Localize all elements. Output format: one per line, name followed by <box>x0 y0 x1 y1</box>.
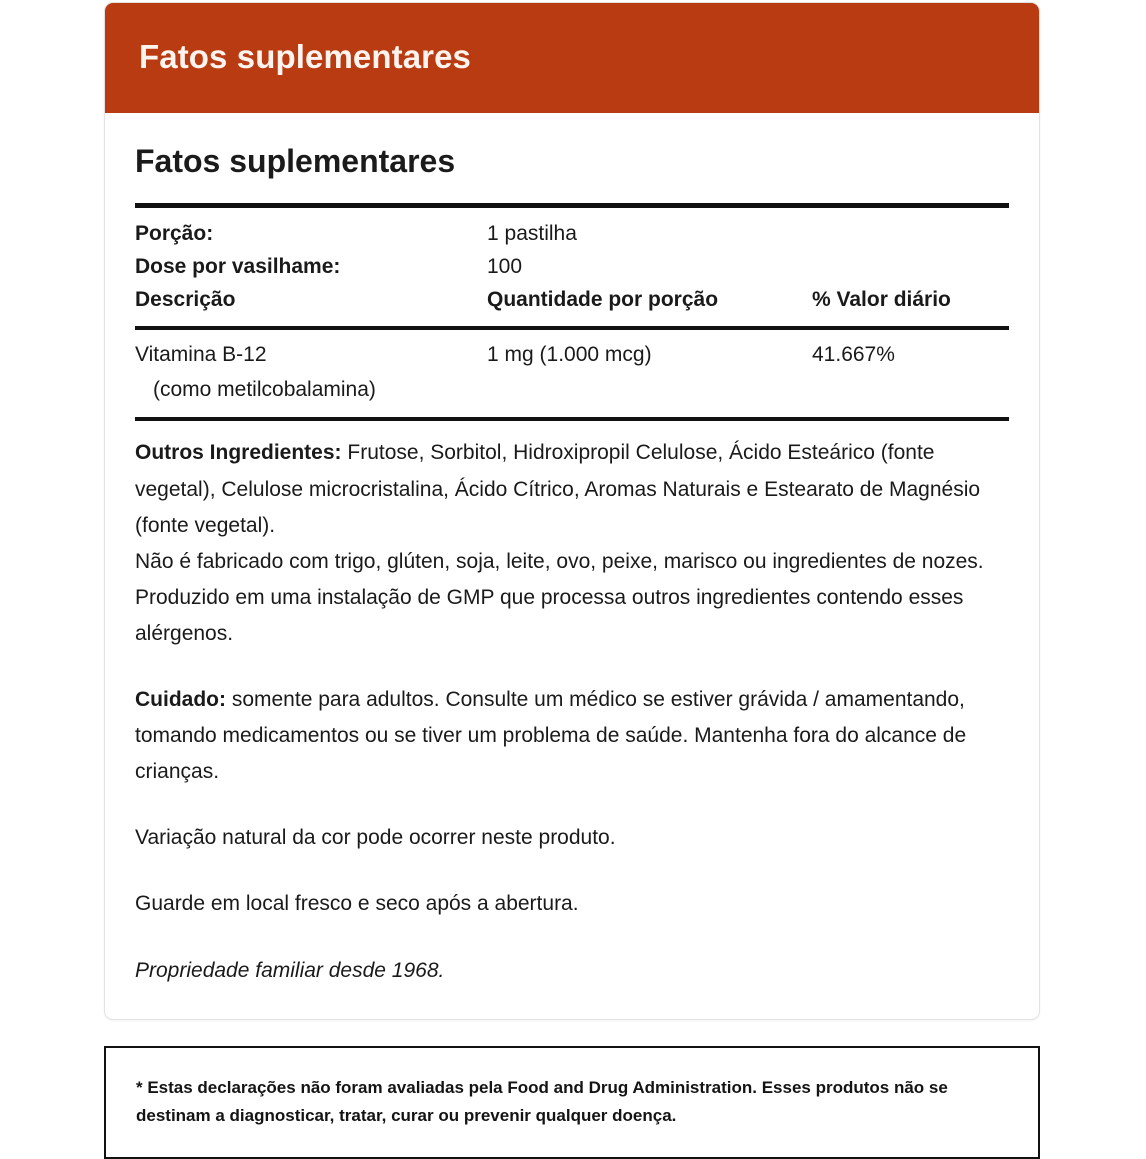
fda-disclaimer-text: * Estas declarações não foram avaliadas pela Food and Drug Administration. Esses produtos não se destinam a diagnosticar, tratar, curar ou prevenir qualquer doença. <box>136 1078 948 1125</box>
nutrient-source-form: (como metilcobalamina) <box>153 378 376 402</box>
caution-paragraph <box>135 682 1009 790</box>
servings-per-container-row <box>135 250 1009 283</box>
card-body <box>105 113 1039 1018</box>
family-owned-note <box>135 953 1009 989</box>
allergen-statement: Não é fabricado com trigo, glúten, soja, leite, ovo, peixe, marisco ou ingredientes de nozes. Produzido em uma instalação de GMP que processa outros ingredientes contendo esses alérgenos. <box>135 549 984 645</box>
table-bottom-rule <box>135 417 1009 421</box>
table-column-headers-row <box>135 283 1009 316</box>
family-owned-text: Propriedade familiar desde 1968. <box>135 958 445 982</box>
header-title: Fatos suplementares <box>139 38 472 75</box>
fda-disclaimer-box <box>104 1046 1040 1159</box>
nutrient-rows <box>135 330 1009 417</box>
column-header-description: Descrição <box>135 288 236 312</box>
caution-label: Cuidado: <box>135 688 226 712</box>
nutrient-daily-value: 41.667% <box>812 343 895 367</box>
storage-note: Guarde em local fresco e seco após a abertura. <box>135 892 579 916</box>
supplement-facts-card <box>104 2 1040 1020</box>
serving-size-label: Porção: <box>135 222 214 246</box>
nutrient-amount: 1 mg (1.000 mcg) <box>487 343 652 367</box>
column-header-amount-per-serving: Quantidade por porção <box>487 288 719 312</box>
other-ingredients-label: Outros Ingredientes: <box>135 441 342 465</box>
caution-text: somente para adultos. Consulte um médico se estiver grávida / amamentando, tomando medicamentos ou se tiver um problema de saúde. Mantenha fora do alcance de crianças. <box>135 688 967 784</box>
other-ingredients-paragraph <box>135 435 1009 543</box>
serving-size-row <box>135 217 1009 250</box>
serving-size-value: 1 pastilha <box>487 222 577 246</box>
other-ingredients-text: Frutose, Sorbitol, Hidroxipropil Celulose, Ácido Esteárico (fonte vegetal), Celulose microcristalina, Ácido Cítrico, Aromas Naturais e Estearato de Magnésio (fonte vegetal). <box>135 441 981 537</box>
servings-per-container-label: Dose por vasilhame: <box>135 255 341 279</box>
color-variation-note: Variação natural da cor pode ocorrer neste produto. <box>135 826 616 850</box>
column-header-daily-value: % Valor diário <box>812 288 951 312</box>
servings-per-container-value: 100 <box>487 255 523 279</box>
panel-title: Fatos suplementares <box>135 143 456 180</box>
card-header-banner <box>105 3 1039 113</box>
table-row <box>135 344 1009 366</box>
nutrient-name: Vitamina B-12 <box>135 343 267 367</box>
serving-info-rows <box>135 208 1009 326</box>
